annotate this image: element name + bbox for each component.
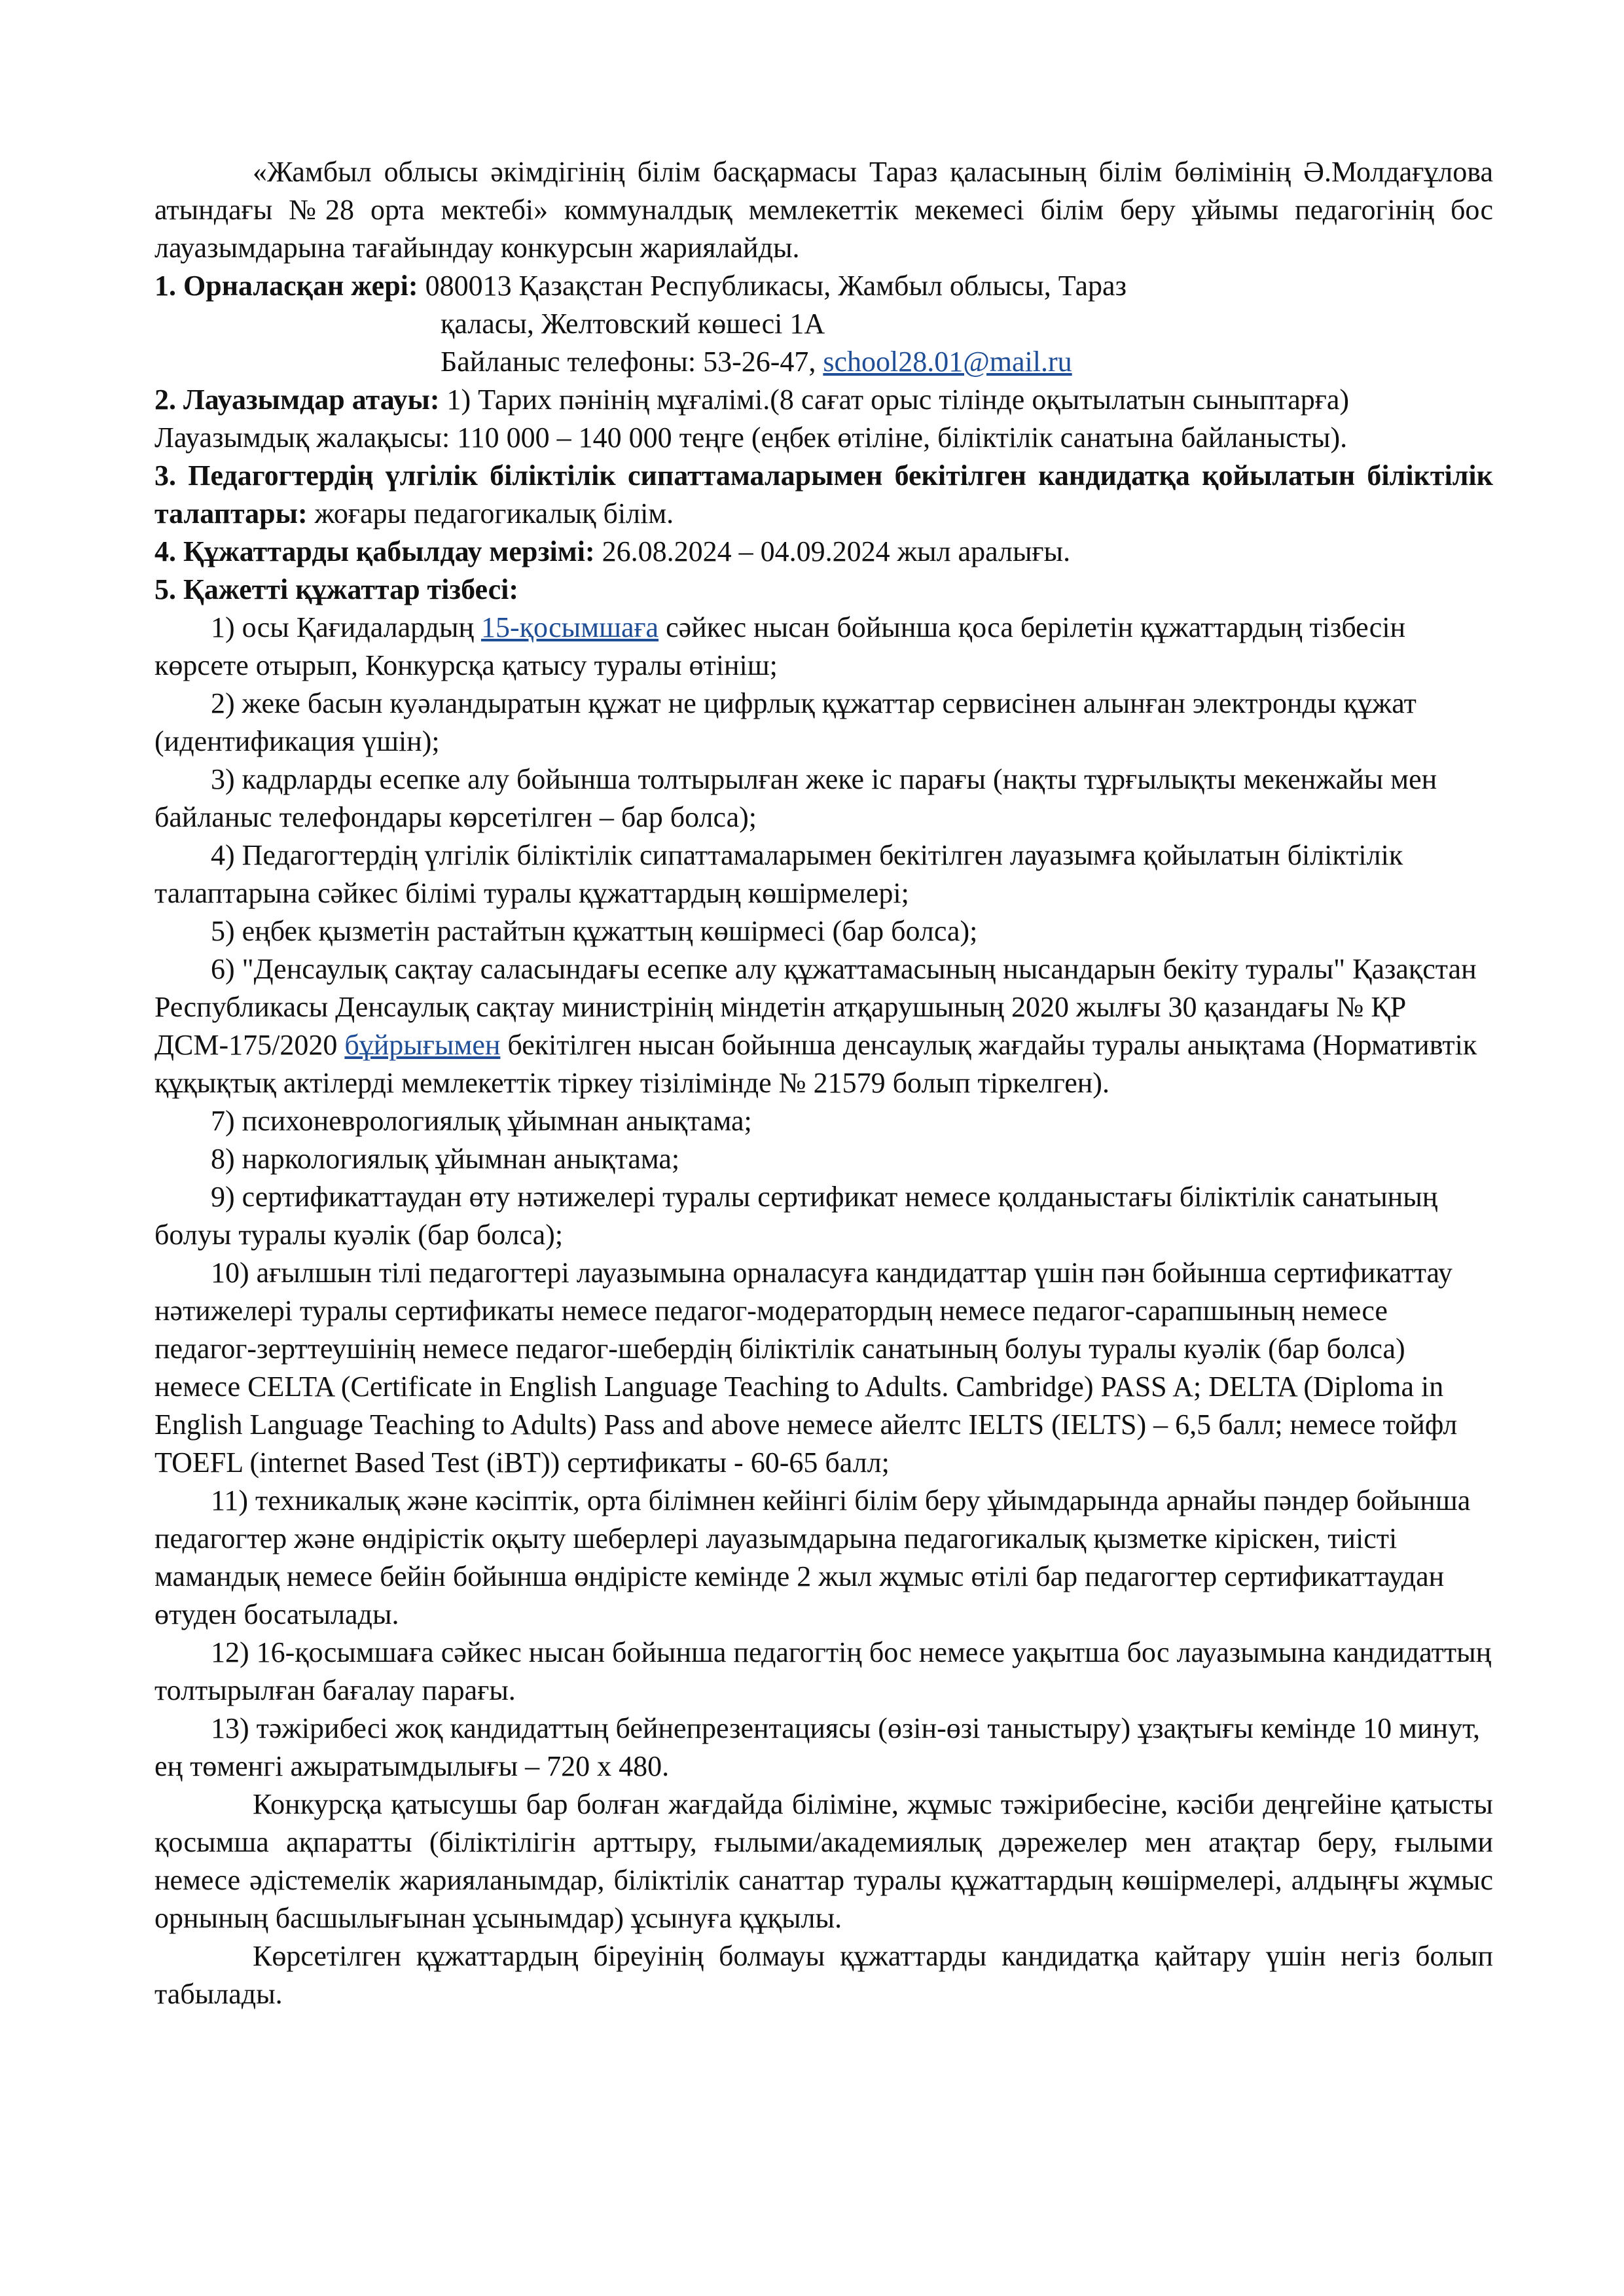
annex-15-link[interactable]: 15-қосымшаға: [481, 611, 659, 643]
doc-item-4: 4) Педагогтердің үлгілік біліктілік сипаттамаларымен бекітілген лауазымға қойылатын біліктілік талаптарына сәйкес білімі туралы құжаттардың көшірмелері;: [154, 839, 1403, 909]
intro-paragraph: «Жамбыл облысы әкімдігінің білім басқармасы Тараз қаласының білім бөлімінің Ә.Молдағұлова атындағы №28 орта мектебі» коммуналдық мемлекеттік мекемесі білім беру ұйымы педагогінің бос лауазымдарына тағайындау конкурсын жариялайды.: [154, 156, 1493, 264]
doc-item-9: 9) сертификаттаудан өту нәтижелері туралы сертификат немесе қолданыстағы біліктілік санатының болуы туралы куәлік (бар болса);: [154, 1181, 1438, 1251]
doc-item-1: [154, 609, 1493, 685]
order-link[interactable]: бұйрығымен: [344, 1029, 501, 1061]
deadline-text: 26.08.2024 – 04.09.2024 жыл аралығы.: [594, 535, 1071, 567]
doc-item-3: 3) кадрларды есепке алу бойынша толтырылған жеке іс парағы (нақты тұрғылықты мекенжайы мен байланыс телефондары көрсетілген – бар болса);: [154, 763, 1437, 833]
location-line: [154, 267, 1493, 305]
doc-item-10: 10) ағылшын тілі педагогтері лауазымына орналасуға кандидаттар үшін пән бойынша сертификаттау нәтижелері туралы сертификаты немесе педагог-модератордың немесе педагог-сарапшының немесе педагог-зерттеушінің немесе педагог-шебердің біліктілік санатының болуы туралы куәлік (бар болса) немесе CELTA (Certificate in English Language Teaching to Adults. Cambridge) PASS A; DELTA (Diploma in English Language Teaching to Adults) Pass and above немесе айелтс IELTS (IELTS) – 6,5 балл; немесе тойфл TOEFL (internet Based Test (iBT)) сертификаты - 60-65 балл;: [154, 1257, 1458, 1479]
doc-item-1-text-end: сәйкес нысан бойынша қоса берілетін құжаттардың тізбесін көрсете отырып, Конкурсқа қатысу туралы өтініш;: [154, 611, 1406, 681]
doc-item-8: 8) наркологиялық ұйымнан анықтама;: [211, 1143, 680, 1175]
positions-text: 1) Тарих пәнінің мұғалімі.(8 сағат орыс тілінде оқытылатын сыныптарға): [439, 384, 1350, 416]
deadline-line: [154, 533, 1493, 571]
phone-text: Байланыс телефоны: 53-26-47,: [441, 346, 823, 378]
salary-line: Лауазымдық жалақысы: 110 000 – 140 000 теңге (еңбек өтіліне, біліктілік санатына байланысты).: [154, 422, 1348, 454]
doc-item-6: [154, 950, 1493, 1102]
doc-item-7: 7) психоневрологиялық ұйымнан анықтама;: [211, 1105, 752, 1137]
email-link[interactable]: school28.01@mail.ru: [823, 346, 1072, 378]
contact-line: [154, 343, 1493, 381]
deadline-label: 4. Құжаттарды қабылдау мерзімі:: [154, 535, 595, 567]
documents-label: 5. Қажетті құжаттар тізбесі:: [154, 573, 518, 605]
location-label: 1. Орналасқан жері:: [154, 270, 418, 302]
doc-item-1-text: 1) осы Қағидалардың: [211, 611, 482, 643]
positions-line: [154, 381, 1493, 419]
doc-item-6-text: 6) "Денсаулық сақтау саласындағы есепке алу құжаттамасының нысандарын бекіту туралы" Қазақстан Республикасы Денсаулық сақтау министрінің міндетін атқарушының 2020 жылғы 30 қазандағы № ҚР ДСМ-175/2020: [154, 953, 1477, 1061]
doc-item-12: 12) 16-қосымшаға сәйкес нысан бойынша педагогтің бос немесе уақытша бос лауазымына кандидаттың толтырылған бағалау парағы.: [154, 1636, 1492, 1706]
closing-paragraph-1: Конкурсқа қатысушы бар болған жағдайда біліміне, жұмыс тәжірибесіне, кәсіби деңгейіне қатысты қосымша ақпаратты (біліктілігін арттыру, ғылыми/академиялық дәрежелер мен атақтар беру, ғылыми немесе әдістемелік жарияланымдар, біліктілік санаттар туралы құжаттардың көшірмелері, алдыңғы жұмыс орнының басшылығынан ұсынымдар) ұсынуға құқылы.: [154, 1788, 1493, 1934]
documents-heading: [154, 571, 1493, 609]
doc-item-6-text-end: бекітілген нысан бойынша денсаулық жағдайы туралы анықтама (Нормативтік құқықтық актілерді мемлекеттік тіркеу тізілімінде № 21579 болып тіркелген).: [154, 1029, 1477, 1099]
positions-label: 2. Лауазымдар атауы:: [154, 384, 440, 416]
closing-paragraph-2: Көрсетілген құжаттардың біреуінің болмауы құжаттарды кандидатқа қайтару үшін негіз болып табылады.: [154, 1940, 1493, 2010]
doc-item-2: 2) жеке басын куәландыратын құжат не цифрлық құжаттар сервисінен алынған электронды құжат (идентификация үшін);: [154, 687, 1416, 757]
requirements-label: 3. Педагогтердің үлгілік біліктілік сипаттамаларымен бекітілген кандидатқа қойылатын біліктілік талаптары:: [154, 459, 1493, 529]
doc-item-5: 5) еңбек қызметін растайтын құжаттың көшірмесі (бар болса);: [211, 915, 978, 947]
location-address: 080013 Қазақстан Республикасы, Жамбыл облысы, Тараз: [418, 270, 1127, 302]
location-address-continued: қаласы, Желтовский көшесі 1А: [441, 308, 825, 340]
doc-item-11: 11) техникалық және кәсіптік, орта білімнен кейінгі білім беру ұйымдарында арнайы пәндер бойынша педагогтер және өндірістік оқыту шеберлері лауазымдарына педагогикалық қызметке кіріскен, тиісті мамандық немесе бейін бойынша өндірісте кемінде 2 жыл жұмыс өтілі бар педагогтер сертификаттаудан өтуден босатылады.: [154, 1484, 1471, 1630]
doc-item-13: 13) тәжірибесі жоқ кандидаттың бейнепрезентациясы (өзін-өзі таныстыру) ұзақтығы кемінде 10 минут, ең төменгі ажыратымдылығы – 720 х 480.: [154, 1712, 1481, 1782]
requirements-text: жоғары педагогикалық білім.: [307, 497, 674, 529]
requirements-paragraph: [154, 457, 1493, 533]
